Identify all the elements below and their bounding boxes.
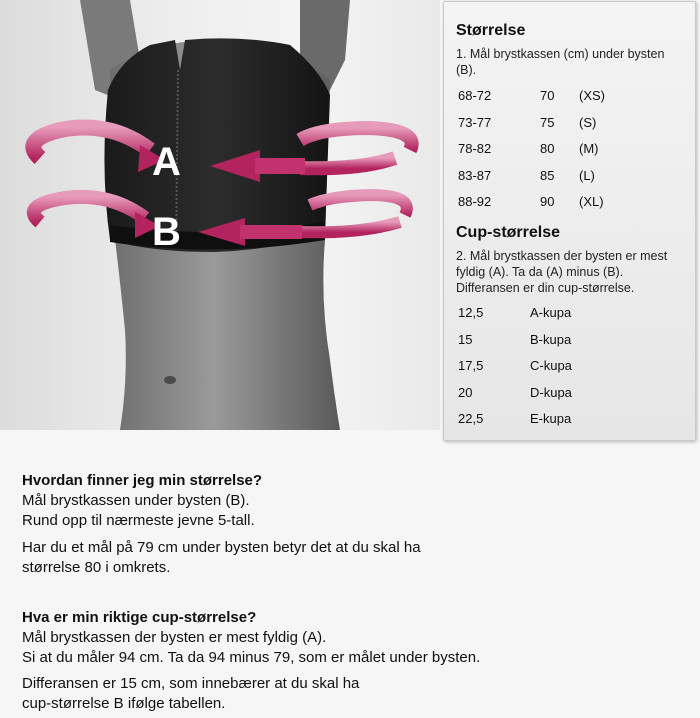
faq-size-example — [22, 538, 421, 578]
size-value: 70 — [540, 88, 555, 103]
cup-size: C-kupa — [530, 358, 572, 373]
size-value: 75 — [540, 114, 555, 130]
faq-cup-example — [22, 674, 359, 714]
size-range: 83-87 — [458, 167, 492, 183]
faq-cup-example-line: Differansen er 15 cm, som innebærer at du skal ha — [22, 675, 360, 692]
cup-diff: 17,5 — [458, 358, 484, 373]
cup-diff: 22,5 — [458, 411, 484, 426]
size-range: 78-82 — [458, 141, 492, 156]
faq-cup-question: Hva er min riktige cup-størrelse? — [22, 609, 257, 626]
cup-heading: Cup-størrelse — [456, 224, 561, 241]
size-heading: Størrelse — [456, 22, 526, 39]
faq-size-question: Hvordan finner jeg min størrelse? — [22, 472, 263, 489]
cup-diff: 15 — [458, 331, 473, 347]
faq-cup-example-line: cup-størrelse B ifølge tabellen. — [22, 695, 226, 712]
size-label: (L) — [579, 167, 595, 183]
product-photo — [0, 0, 440, 430]
size-value: 85 — [540, 167, 555, 183]
faq-cup-section — [22, 608, 480, 668]
size-label: (S) — [579, 114, 597, 130]
faq-size-answer-line: Rund opp til nærmeste jevne 5-tall. — [22, 512, 255, 529]
faq-size-example-line: størrelse 80 i omkrets. — [22, 559, 171, 576]
faq-cup-answer-line: Si at du måler 94 cm. Ta da 94 minus 79, som er målet under bysten. — [22, 649, 481, 666]
size-range: 73-77 — [458, 114, 492, 130]
size-label: (XS) — [579, 88, 605, 103]
size-range: 68-72 — [458, 88, 492, 103]
size-range: 88-92 — [458, 194, 492, 209]
cup-size: E-kupa — [530, 411, 572, 426]
faq-size-section — [22, 471, 262, 531]
size-label: (XL) — [579, 194, 604, 209]
size-value: 90 — [540, 194, 555, 209]
cup-diff: 12,5 — [458, 305, 484, 320]
faq-cup-answer-line: Mål brystkassen der bysten er mest fyldig (A). — [22, 629, 327, 646]
size-chart-panel — [443, 1, 696, 441]
size-label: (M) — [579, 141, 599, 156]
cup-diff: 20 — [458, 384, 473, 400]
cup-size: B-kupa — [530, 331, 572, 347]
cup-size: A-kupa — [530, 305, 572, 320]
measure-point-b-label: B — [152, 210, 181, 254]
cup-instruction: 2. Mål brystkassen der bysten er mest fyldig (A). Ta da (A) minus (B). Differansen er din cup-størrelse. — [456, 249, 668, 295]
size-value: 80 — [540, 141, 555, 156]
size-instruction: 1. Mål brystkassen (cm) under bysten (B). — [456, 47, 665, 77]
measure-point-a-label: A — [152, 140, 181, 184]
cup-size: D-kupa — [530, 384, 572, 400]
model-illustration — [0, 0, 440, 430]
faq-size-example-line: Har du et mål på 79 cm under bysten betyr det at du skal ha — [22, 539, 421, 556]
faq-size-answer-line: Mål brystkassen under bysten (B). — [22, 492, 250, 509]
